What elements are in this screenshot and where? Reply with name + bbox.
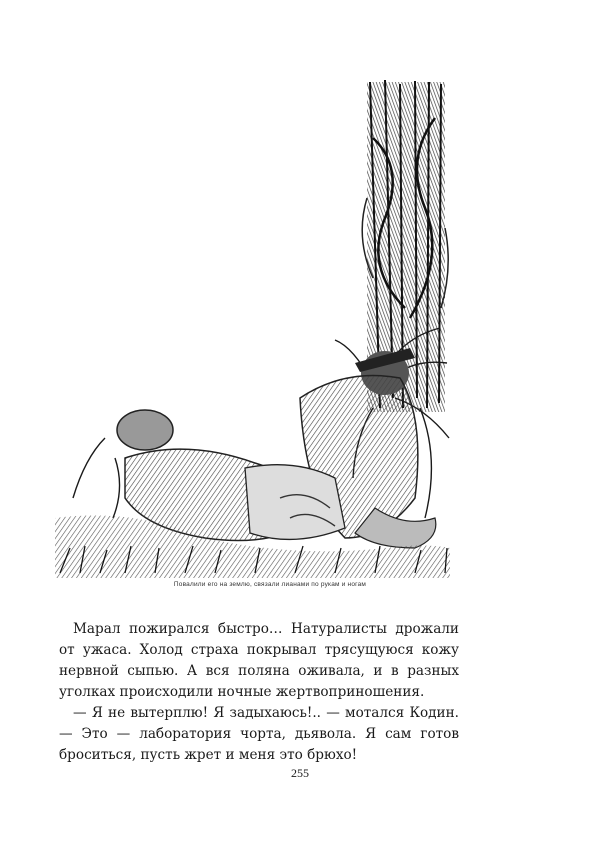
body-text (59, 619, 459, 766)
illustration-caption: Повалили его на землю, связали лианами по рукам и ногам (173, 581, 367, 588)
paragraph: — Я не вытерплю! Я задыхаюсь!.. — мотался Кодин. — Это — лаборатория чорта, дьявола. Я сам готов броситься, пусть жрет и меня это брюхо! (59, 705, 459, 763)
page-number: 255 (291, 766, 309, 780)
paragraph: Марал пожирался быстро… Натуралисты дрожали от ужаса. Холод страха покрывал трясущуюся кожу нервной сыпью. А вся поляна оживала, и в разных уголках происходили ночные жертвоприношения. (59, 621, 459, 700)
jungle-illustration (55, 78, 450, 598)
